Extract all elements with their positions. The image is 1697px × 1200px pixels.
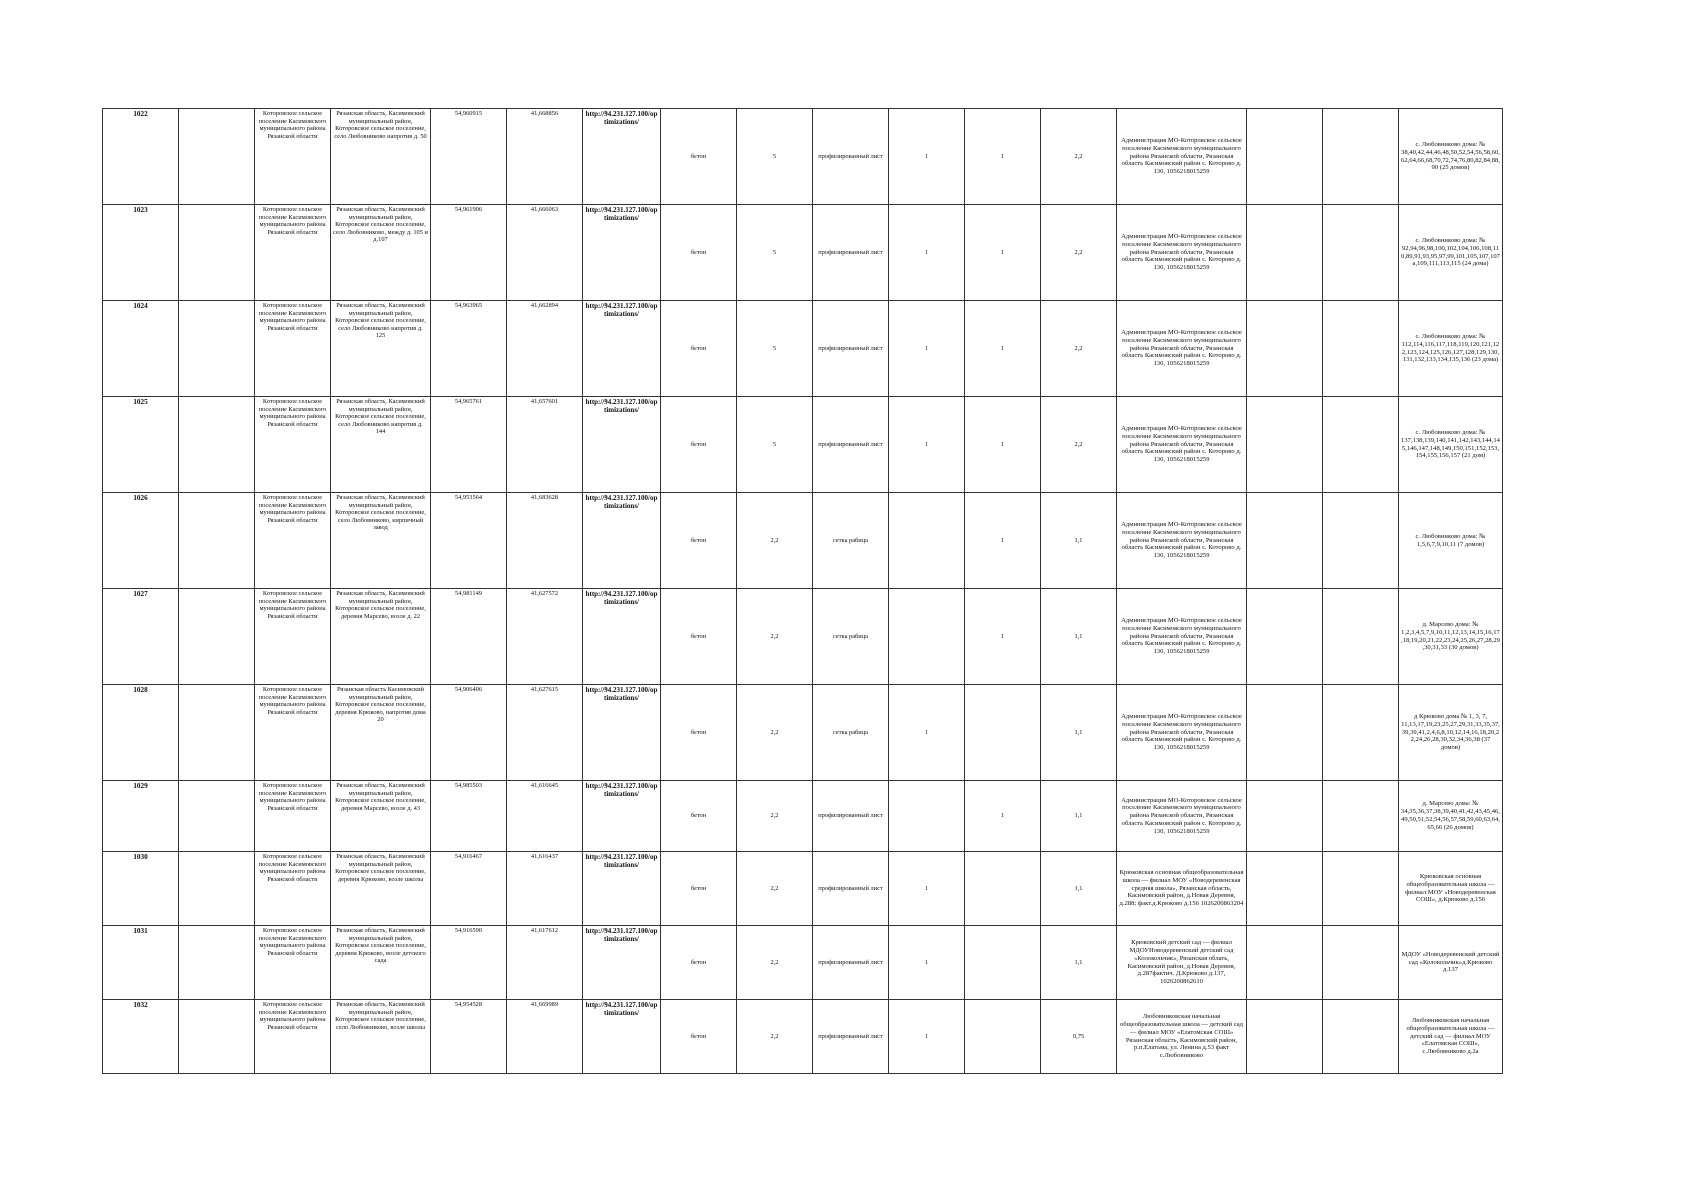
table-row [103,1000,1503,1074]
empty-cell [1323,1000,1399,1074]
container-count-cell [889,589,965,685]
address-cell: Рязанская область, Касимовский муниципальный район, Которовское сельское поселение, деревня Крюково, возле детского сада [331,926,431,1000]
table-row [103,109,1503,205]
served-houses-cell: Крюковская основная общеобразовательная школа — филиал МОУ «Новодеревенская СОШ», д.Крюково д.156 [1399,852,1503,926]
table-row [103,926,1503,1000]
link-cell[interactable]: http://94.231.127.100/optimizations/ [583,109,661,205]
area-cell: 5 [737,109,813,205]
surface-cell: бетон [661,205,737,301]
volume-cell: 1,1 [1041,926,1117,1000]
volume-cell: 1,1 [1041,781,1117,852]
address-cell: Рязанская область, Касимовский муниципальный район, Которовское сельское поселение, деревня Марсево, возле д. 22 [331,589,431,685]
address-cell: Рязанская область, Касимовский муниципальный район, Которовское сельское поселение, село Любовниково напротив д. 50 [331,109,431,205]
table-body [103,109,1503,1074]
container-count-2-cell [965,852,1041,926]
latitude-cell: 54,985503 [431,781,507,852]
empty-cell [1323,301,1399,397]
address-cell: Рязанская область, Касимовский муниципальный район, Которовское сельское поселение, село Любовниково, кирпичный завод [331,493,431,589]
longitude-cell: 41,627572 [507,589,583,685]
empty-cell [179,301,255,397]
empty-cell [1323,397,1399,493]
longitude-cell: 41,617612 [507,926,583,1000]
surface-cell: бетон [661,109,737,205]
settlement-cell: Которовское сельское поселение Касимовского муниципального района Рязанской области [255,781,331,852]
empty-cell [1323,205,1399,301]
container-count-cell: 1 [889,301,965,397]
area-cell: 2,2 [737,926,813,1000]
served-houses-cell: д. Марсево дома: № 1,2,3,4,5,7,9,10,11,12,13,14,15,16,17,18,19,20,21,22,23,24,25,26,27,28,29,30,31,33 (30 домов) [1399,589,1503,685]
empty-cell [179,926,255,1000]
empty-cell [1247,926,1323,1000]
empty-cell [179,205,255,301]
link-cell[interactable]: http://94.231.127.100/optimizations/ [583,1000,661,1074]
area-cell: 5 [737,205,813,301]
surface-cell: бетон [661,1000,737,1074]
settlement-cell: Которовское сельское поселение Касимовского муниципального района Рязанской области [255,109,331,205]
empty-cell [179,493,255,589]
area-cell: 2,2 [737,493,813,589]
address-cell: Рязанская область, Касимовский муниципальный район, Которовское сельское поселение, деревня Крюково, возле школы [331,852,431,926]
served-houses-cell: д Крюково дома № 1, 3, 7, 11,13,17,19,23,25,27,29,31,33,35,37,39,39,41,2,4,6,8,10,12,14,16,18,20,22,24,26,28,30,32,34,36,38 (37 домов) [1399,685,1503,781]
empty-cell [1247,685,1323,781]
empty-cell [179,852,255,926]
volume-cell: 1,1 [1041,685,1117,781]
served-houses-cell: д. Марсево дома: № 34,35,36,37,38,39,40,41,42,43,45,46,49,50,51,52,54,56,57,58,59,60,63,64,65,66 (26 домов) [1399,781,1503,852]
settlement-cell: Которовское сельское поселение Касимовского муниципального района Рязанской области [255,589,331,685]
volume-cell: 2,2 [1041,205,1117,301]
fence-cell: профилированный лист [813,781,889,852]
latitude-cell: 54,965761 [431,397,507,493]
empty-cell [179,589,255,685]
owner-cell: Администрация МО-Которовское сельское поселение Касимовского муниципального района Рязанской области, Рязанская область Касимовский район с. Которово д. 130, 1056218015259 [1117,493,1247,589]
empty-cell [1247,493,1323,589]
container-count-2-cell [965,685,1041,781]
row-number: 1029 [103,781,179,852]
container-count-2-cell: 1 [965,493,1041,589]
volume-cell: 2,2 [1041,301,1117,397]
table-row [103,205,1503,301]
surface-cell: бетон [661,301,737,397]
row-number: 1026 [103,493,179,589]
settlement-cell: Которовское сельское поселение Касимовского муниципального района Рязанской области [255,852,331,926]
address-cell: Рязанская область Касимовский муниципальный район, Которовское сельское поселение, деревня Крюково, напротив дома 20 [331,685,431,781]
fence-cell: профилированный лист [813,205,889,301]
owner-cell: Администрация МО-Которовское сельское поселение Касимовского муниципального района Рязанской области, Рязанская область Касимовский район с. Которово д. 130, 1056218015259 [1117,109,1247,205]
table-row [103,685,1503,781]
served-houses-cell: с. Любовниково дома: № 112,114,116,117,118,119,120,121,122,123,124,125,126,127,128,129,130,131,132,133,134,135,136 (23 дома) [1399,301,1503,397]
link-cell[interactable]: http://94.231.127.100/optimizations/ [583,852,661,926]
row-number: 1023 [103,205,179,301]
fence-cell: профилированный лист [813,1000,889,1074]
volume-cell: 1,1 [1041,589,1117,685]
container-count-2-cell: 1 [965,205,1041,301]
container-count-cell: 1 [889,109,965,205]
empty-cell [179,781,255,852]
address-cell: Рязанская область, Касимовский муниципальный район, Которовское сельское поселение, село Любовниково напротив д. 144 [331,397,431,493]
container-count-2-cell: 1 [965,397,1041,493]
area-cell: 2,2 [737,685,813,781]
served-houses-cell: с. Любовниково дома: № 137,138,139,140,141,142,143,144,145,146,147,148,149,150,151,152,153,154,155,156,157 (21 дом) [1399,397,1503,493]
empty-cell [179,397,255,493]
surface-cell: бетон [661,852,737,926]
row-number: 1032 [103,1000,179,1074]
empty-cell [1323,781,1399,852]
empty-cell [1247,109,1323,205]
empty-cell [1247,397,1323,493]
fence-cell: профилированный лист [813,301,889,397]
longitude-cell: 41,627615 [507,685,583,781]
empty-cell [179,1000,255,1074]
area-cell: 2,2 [737,781,813,852]
table-row [103,852,1503,926]
fence-cell: профилированный лист [813,852,889,926]
link-cell[interactable]: http://94.231.127.100/optimizations/ [583,781,661,852]
row-number: 1024 [103,301,179,397]
row-number: 1022 [103,109,179,205]
container-count-cell: 1 [889,1000,965,1074]
area-cell: 5 [737,397,813,493]
row-number: 1027 [103,589,179,685]
served-houses-cell: с. Любовниково дома: № 1,5,6,7,9,10,11 (7 домов) [1399,493,1503,589]
waste-sites-table [102,108,1503,1074]
area-cell: 5 [737,301,813,397]
owner-cell: Любовниковская начальная общеобразовательная школа — детский сад — филиал МОУ «Елатомская СОШ» Рязанская область, Касимовский район, р.п.Елатьма, ул. Ленина д.53 факт с.Любовниково [1117,1000,1247,1074]
empty-cell [1323,685,1399,781]
empty-cell [1323,926,1399,1000]
row-number: 1031 [103,926,179,1000]
longitude-cell: 41,616437 [507,852,583,926]
surface-cell: бетон [661,397,737,493]
container-count-cell: 1 [889,205,965,301]
link-cell[interactable]: http://94.231.127.100/optimizations/ [583,397,661,493]
table-row [103,781,1503,852]
link-cell[interactable]: http://94.231.127.100/optimizations/ [583,301,661,397]
longitude-cell: 41,668856 [507,109,583,205]
area-cell: 2,2 [737,589,813,685]
owner-cell: Администрация МО-Которовское сельское поселение Касимовского муниципального района Рязанской области, Рязанская область Касимовский район с. Которово д. 130, 1056218015259 [1117,397,1247,493]
container-count-cell: 1 [889,397,965,493]
fence-cell: сетка рабица [813,493,889,589]
container-count-cell [889,493,965,589]
settlement-cell: Которовское сельское поселение Касимовского муниципального района Рязанской области [255,301,331,397]
row-number: 1030 [103,852,179,926]
container-count-2-cell [965,926,1041,1000]
owner-cell: Крюковский детский сад — филиал МДОУНоводеревенский детский сад «Колокольчик», Рязанская облать, Касимовский район, д.Новая Деревня, д.287фактич. Д.Крюково д.137, 1026200862610 [1117,926,1247,1000]
fence-cell: профилированный лист [813,397,889,493]
link-cell[interactable]: http://94.231.127.100/optimizations/ [583,205,661,301]
fence-cell: профилированный лист [813,926,889,1000]
empty-cell [179,685,255,781]
area-cell: 2,2 [737,852,813,926]
empty-cell [1247,205,1323,301]
settlement-cell: Которовское сельское поселение Касимовского муниципального района Рязанской области [255,685,331,781]
longitude-cell: 41,662894 [507,301,583,397]
surface-cell: бетон [661,589,737,685]
served-houses-cell: с. Любовниково дома: № 38,40,42,44,46,48,50,52,54,56,58,60,62,64,66,68,70,72,74,76,80,82,84,88,90 (25 домов) [1399,109,1503,205]
empty-cell [1247,781,1323,852]
latitude-cell: 54,981149 [431,589,507,685]
empty-cell [1323,109,1399,205]
latitude-cell: 54,954528 [431,1000,507,1074]
volume-cell: 1,1 [1041,852,1117,926]
table-row [103,301,1503,397]
owner-cell: Крюковская основная общеобразовательная школа — филиал МОУ «Новодеревенская средняя школа», Рязанская область, Касимовский район, д.Новая Деревня, д.288; факт.д.Крюково д.156 1026200863204 [1117,852,1247,926]
fence-cell: сетка рабица [813,589,889,685]
container-count-cell: 1 [889,852,965,926]
address-cell: Рязанская область, Касимовский муниципальный район, Которовское сельское поселение, село Любовниково, возле школы [331,1000,431,1074]
address-cell: Рязанская область, Касимовский муниципальный район, Которовское сельское поселение, село Любовниково, между д. 105 и д.107 [331,205,431,301]
container-count-2-cell: 1 [965,301,1041,397]
latitude-cell: 54,960915 [431,109,507,205]
link-cell[interactable]: http://94.231.127.100/optimizations/ [583,493,661,589]
area-cell: 2,2 [737,1000,813,1074]
container-count-2-cell [965,1000,1041,1074]
link-cell[interactable]: http://94.231.127.100/optimizations/ [583,926,661,1000]
served-houses-cell: МДОУ «Новодеревенский детский сад «Колокольчик»д.Крюково д.137 [1399,926,1503,1000]
longitude-cell: 41,657601 [507,397,583,493]
served-houses-cell: Любовниковская начальная общеобразовательная школа — детский сад — филиал МОУ «Елатомская СОШ», с.Любовниково д.2а [1399,1000,1503,1074]
empty-cell [1247,852,1323,926]
latitude-cell: 54,953564 [431,493,507,589]
fence-cell: профилированный лист [813,109,889,205]
longitude-cell: 41,669989 [507,1000,583,1074]
surface-cell: бетон [661,926,737,1000]
owner-cell: Администрация МО-Которовское сельское поселение Касимовского муниципального района Рязанской области, Рязанская область Касимовский район с. Которово д. 130, 1056218015259 [1117,781,1247,852]
latitude-cell: 54,916590 [431,926,507,1000]
table-row [103,493,1503,589]
container-count-cell: 1 [889,926,965,1000]
empty-cell [1247,589,1323,685]
latitude-cell: 54,961906 [431,205,507,301]
empty-cell [179,109,255,205]
container-count-cell [889,781,965,852]
volume-cell: 0,75 [1041,1000,1117,1074]
container-count-2-cell: 1 [965,781,1041,852]
table-row [103,589,1503,685]
owner-cell: Администрация МО-Которовское сельское поселение Касимовского муниципального района Рязанской области, Рязанская область Касимовский район с. Которово д. 130, 1056218015259 [1117,205,1247,301]
table-row [103,397,1503,493]
empty-cell [1247,301,1323,397]
settlement-cell: Которовское сельское поселение Касимовского муниципального района Рязанской области [255,493,331,589]
empty-cell [1323,493,1399,589]
longitude-cell: 41,616645 [507,781,583,852]
empty-cell [1323,589,1399,685]
longitude-cell: 41,683628 [507,493,583,589]
latitude-cell: 54,906406 [431,685,507,781]
settlement-cell: Которовское сельское поселение Касимовского муниципального района Рязанской области [255,205,331,301]
volume-cell: 1,1 [1041,493,1117,589]
empty-cell [1247,1000,1323,1074]
container-count-cell: 1 [889,685,965,781]
link-cell[interactable]: http://94.231.127.100/optimizations/ [583,685,661,781]
surface-cell: бетон [661,493,737,589]
fence-cell: сетка рабица [813,685,889,781]
owner-cell: Администрация МО-Которовское сельское поселение Касимовского муниципального района Рязанской области, Рязанская область Касимовский район с. Которово д. 130, 1056218015259 [1117,301,1247,397]
latitude-cell: 54,916467 [431,852,507,926]
container-count-2-cell: 1 [965,589,1041,685]
row-number: 1028 [103,685,179,781]
empty-cell [1323,852,1399,926]
volume-cell: 2,2 [1041,109,1117,205]
settlement-cell: Которовское сельское поселение Касимовского муниципального района Рязанской области [255,926,331,1000]
volume-cell: 2,2 [1041,397,1117,493]
owner-cell: Администрация МО-Которовское сельское поселение Касимовского муниципального района Рязанской области, Рязанская область Касимовский район с. Которово д. 130, 1056218015259 [1117,685,1247,781]
settlement-cell: Которовское сельское поселение Касимовского муниципального района Рязанской области [255,397,331,493]
container-count-2-cell: 1 [965,109,1041,205]
served-houses-cell: с. Любовниково дома: № 92,94,96,98,100,102,104,106,108,110,89,91,93,95,97,99,101,105,107,107а,109,111,113,115 (24 дома) [1399,205,1503,301]
owner-cell: Администрация МО-Которовское сельское поселение Касимовского муниципального района Рязанской области, Рязанская область Касимовский район с. Которово д. 130, 1056218015259 [1117,589,1247,685]
latitude-cell: 54,963965 [431,301,507,397]
surface-cell: бетон [661,781,737,852]
row-number: 1025 [103,397,179,493]
longitude-cell: 41,666063 [507,205,583,301]
surface-cell: бетон [661,685,737,781]
link-cell[interactable]: http://94.231.127.100/optimizations/ [583,589,661,685]
address-cell: Рязанская область, Касимовский муниципальный район, Которовское сельское поселение, деревня Марсево, возле д. 43 [331,781,431,852]
address-cell: Рязанская область, Касимовский муниципальный район, Которовское сельское поселение, село Любовниково напротив д. 125 [331,301,431,397]
settlement-cell: Которовское сельское поселение Касимовского муниципального района Рязанской области [255,1000,331,1074]
